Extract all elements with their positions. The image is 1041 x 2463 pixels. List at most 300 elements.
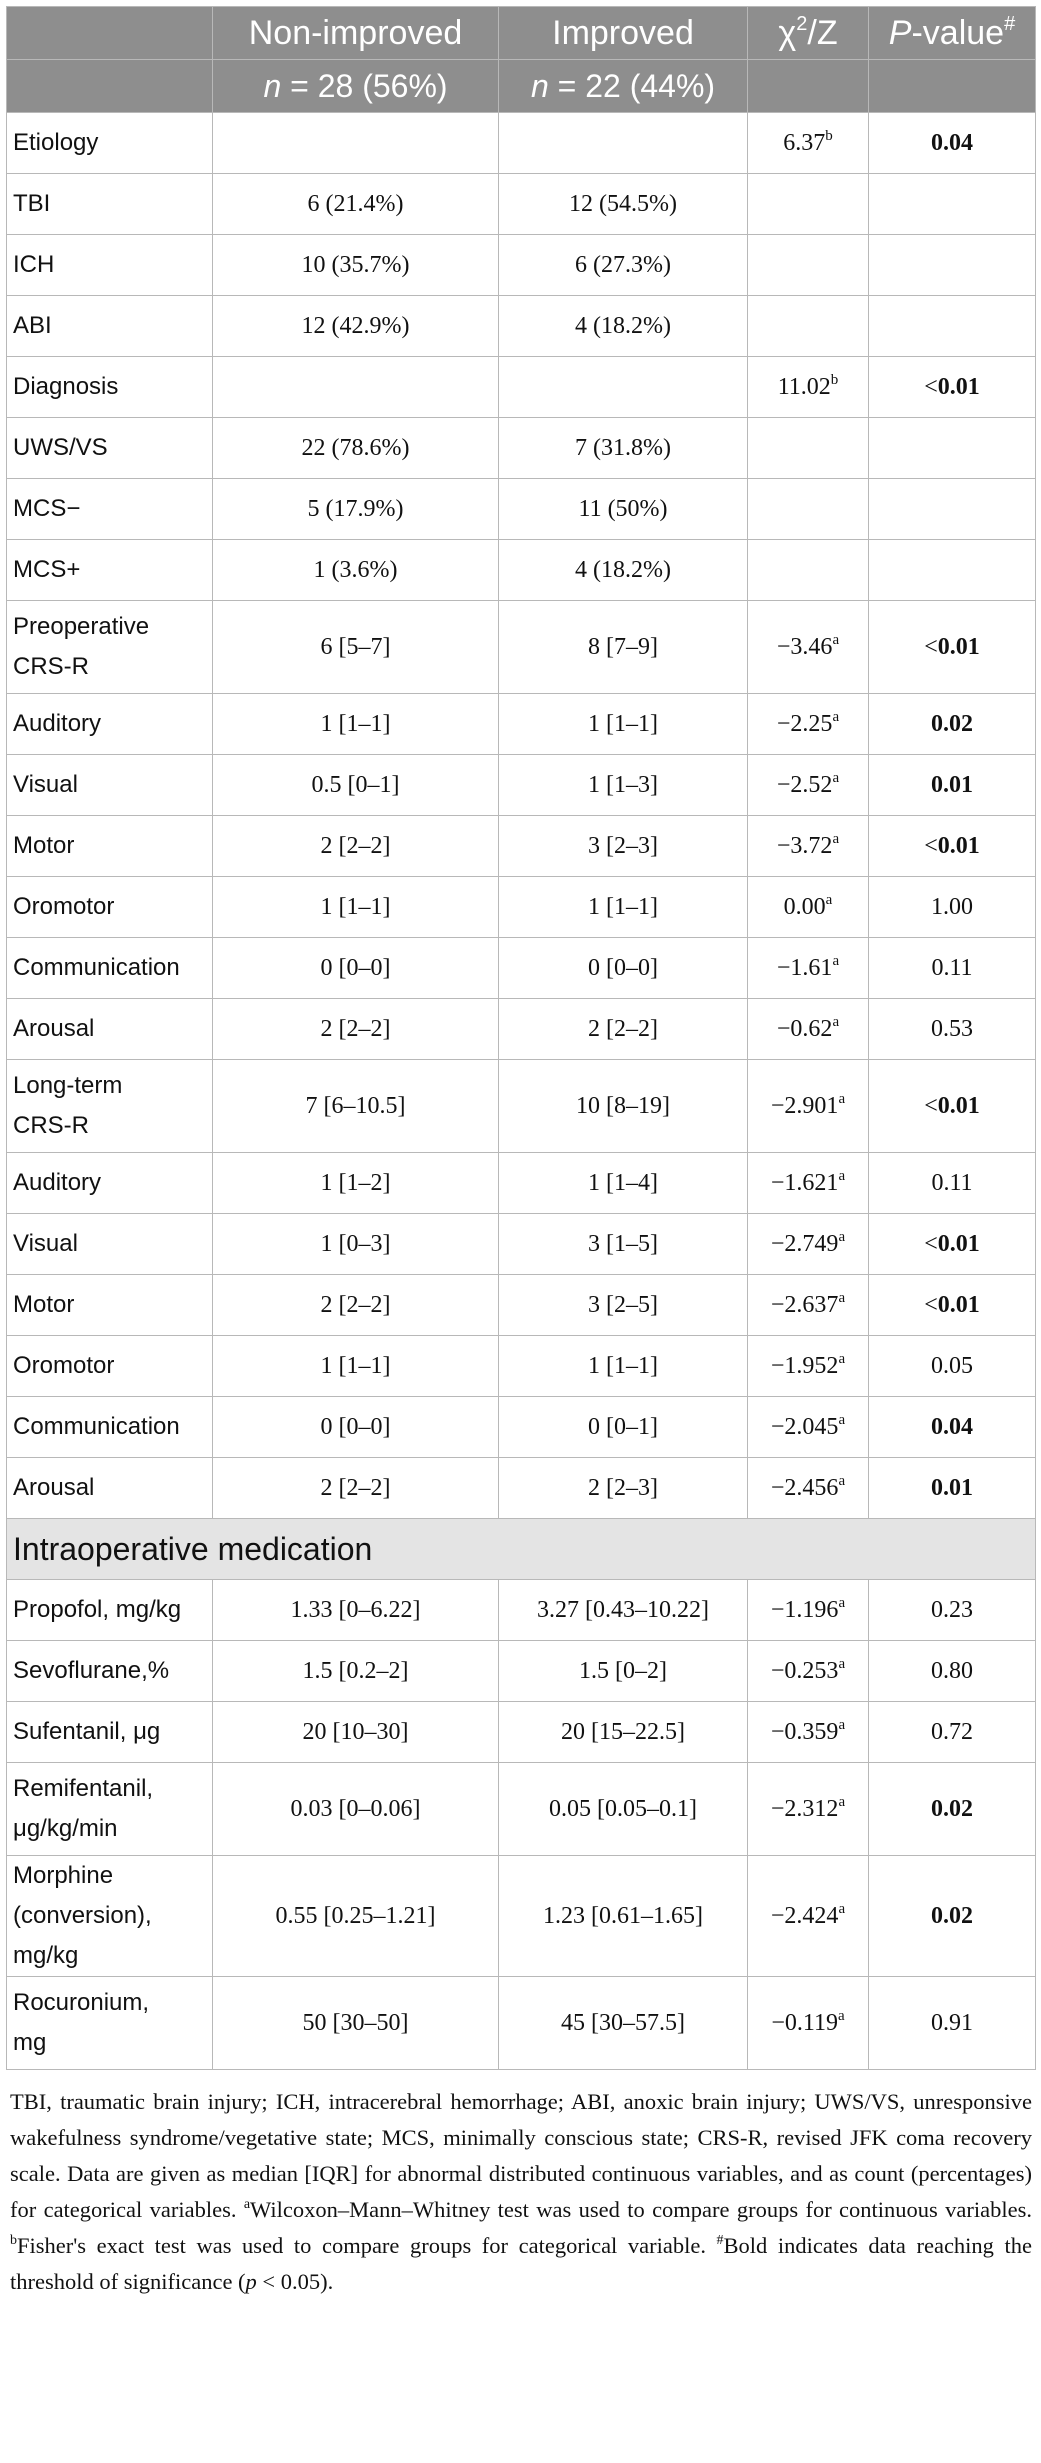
statistic-test-marker: a [838, 1411, 846, 1428]
statistic-test-marker: a [838, 1793, 846, 1810]
row-label-line: CRS-R [13, 1112, 89, 1139]
header-p-sup: # [1004, 12, 1016, 35]
statistic-number: −0.62 [776, 1015, 833, 1042]
nonimproved-value: 1.33 [0–6.22] [213, 1580, 499, 1641]
row-label-line: Diagnosis [13, 373, 119, 400]
row-label-line: Arousal [13, 1474, 95, 1501]
statistic-value [748, 1856, 869, 1977]
improved-value: 1 [1–1] [499, 694, 748, 755]
statistic-number: −1.952 [770, 1352, 839, 1379]
row-label-line: Oromotor [13, 1352, 115, 1379]
statistic-value [748, 296, 869, 357]
nonimproved-value: 1 [1–1] [213, 694, 499, 755]
nonimproved-value: 0.03 [0–0.06] [213, 1763, 499, 1856]
statistic-value [748, 1153, 869, 1214]
improved-value: 1 [1–1] [499, 1336, 748, 1397]
p-less-than: < [924, 1291, 938, 1318]
statistic-number: 0.00 [783, 893, 826, 920]
p-number: 0.72 [931, 1718, 973, 1745]
row-label-line: Morphine [13, 1862, 114, 1889]
statistic-test-marker: a [838, 1655, 846, 1672]
row-label-line: mg/kg [13, 1942, 79, 1969]
nonimproved-value: 1 [1–2] [213, 1153, 499, 1214]
row-label-line: UWS/VS [13, 434, 108, 461]
improved-value: 11 (50%) [499, 479, 748, 540]
p-value [869, 1580, 1036, 1641]
statistic-value [748, 113, 869, 174]
header-row [7, 7, 1036, 60]
row-label [7, 1275, 213, 1336]
row-label-line: (conversion), [13, 1902, 152, 1929]
n-value: = 22 (44%) [548, 67, 716, 104]
improved-value: 2 [2–3] [499, 1458, 748, 1519]
nonimproved-value: 0 [0–0] [213, 938, 499, 999]
p-value [869, 1702, 1036, 1763]
p-number: 0.01 [937, 1230, 980, 1257]
statistic-test-marker: a [837, 2007, 845, 2024]
statistic-value [748, 1060, 869, 1153]
p-value [869, 755, 1036, 816]
improved-value: 3 [2–3] [499, 816, 748, 877]
table-row [7, 877, 1036, 938]
statistic-test-marker: b [830, 371, 839, 388]
p-number: 0.01 [937, 1291, 980, 1318]
statistic-number: −3.72 [776, 832, 833, 859]
p-number: 0.01 [931, 771, 973, 798]
nonimproved-value: 7 [6–10.5] [213, 1060, 499, 1153]
header-p-letter: P [888, 13, 912, 52]
header-improved: Improved [499, 7, 748, 60]
p-less-than: < [924, 1230, 938, 1257]
header-pvalue [869, 7, 1036, 60]
statistic-value [748, 1458, 869, 1519]
table-row [7, 1856, 1036, 1977]
improved-value: 1.23 [0.61–1.65] [499, 1856, 748, 1977]
row-label-line: Propofol, mg/kg [13, 1596, 182, 1623]
statistic-value [748, 1641, 869, 1702]
statistic-test-marker: a [838, 1472, 846, 1489]
row-label [7, 999, 213, 1060]
statistic-value [748, 938, 869, 999]
footnote-sup: # [716, 2233, 724, 2248]
improved-value: 0.05 [0.05–0.1] [499, 1763, 748, 1856]
row-label [7, 1977, 213, 2070]
header-p-suffix: -value [911, 13, 1005, 52]
row-label-line: Arousal [13, 1015, 95, 1042]
header-stat-suffix: /Z [807, 13, 838, 52]
footnote-text: TBI, traumatic brain injury; ICH, intracerebral hemorrhage; ABI, anoxic brain injury; UWS/VS, unresponsive wakefulness syndrome/vegetative state; MCS, minimally conscious state; CRS-R, revised JFK coma recovery scale. Data are given as median [IQR] for abnormal distributed continuous variables, and as count (percentages) for categorical variables. [10, 2089, 1032, 2222]
statistic-number: −2.045 [770, 1413, 839, 1440]
table-row [7, 999, 1036, 1060]
row-label [7, 235, 213, 296]
statistic-number: −2.25 [776, 710, 833, 737]
improved-value [499, 113, 748, 174]
row-label-line: TBI [13, 190, 51, 217]
p-less-than: < [924, 373, 938, 400]
p-number: 1.00 [931, 893, 973, 920]
p-number: 0.05 [931, 1352, 973, 1379]
table-row [7, 1214, 1036, 1275]
row-label-line: CRS-R [13, 653, 89, 680]
statistic-value [748, 418, 869, 479]
nonimproved-value: 2 [2–2] [213, 1458, 499, 1519]
nonimproved-value: 1 [0–3] [213, 1214, 499, 1275]
statistic-test-marker: a [838, 1167, 846, 1184]
row-label-line: Motor [13, 1291, 75, 1318]
p-number: 0.02 [931, 1902, 973, 1929]
row-label [7, 1336, 213, 1397]
table-header [7, 7, 1036, 113]
statistic-value [748, 540, 869, 601]
row-label-line: Communication [13, 954, 180, 981]
p-less-than: < [924, 832, 938, 859]
row-label [7, 479, 213, 540]
header-nonimproved: Non-improved [213, 7, 499, 60]
statistic-value [748, 235, 869, 296]
statistic-number: −2.749 [770, 1230, 839, 1257]
p-number: 0.80 [931, 1657, 973, 1684]
n-value: = 28 (56%) [281, 67, 448, 104]
improved-value: 10 [8–19] [499, 1060, 748, 1153]
footnote-sup: a [243, 2197, 251, 2212]
nonimproved-value: 1 [1–1] [213, 877, 499, 938]
nonimproved-value: 5 (17.9%) [213, 479, 499, 540]
p-value [869, 418, 1036, 479]
table-row [7, 1641, 1036, 1702]
row-label [7, 296, 213, 357]
nonimproved-value: 6 (21.4%) [213, 174, 499, 235]
table-row [7, 1275, 1036, 1336]
row-label-line: Communication [13, 1413, 180, 1440]
table-row [7, 938, 1036, 999]
footnote-p: p [245, 2269, 257, 2294]
statistic-test-marker: a [838, 1289, 846, 1306]
p-number: 0.04 [931, 1413, 973, 1440]
header-stat-sup: 2 [796, 12, 808, 35]
improved-value: 3 [1–5] [499, 1214, 748, 1275]
p-less-than: < [924, 633, 938, 660]
statistic-value [748, 357, 869, 418]
nonimproved-value: 2 [2–2] [213, 816, 499, 877]
row-label-line: MCS− [13, 495, 81, 522]
statistic-value [748, 1702, 869, 1763]
statistic-value [748, 479, 869, 540]
statistic-value [748, 1275, 869, 1336]
improved-value: 3.27 [0.43–10.22] [499, 1580, 748, 1641]
nonimproved-value: 20 [10–30] [213, 1702, 499, 1763]
table-row [7, 1977, 1036, 2070]
improved-value: 6 (27.3%) [499, 235, 748, 296]
improved-value: 2 [2–2] [499, 999, 748, 1060]
p-value [869, 1856, 1036, 1977]
p-number: 0.02 [931, 710, 973, 737]
row-label [7, 1856, 213, 1977]
header-statistic [748, 7, 869, 60]
statistic-number: −2.637 [770, 1291, 839, 1318]
table-row [7, 113, 1036, 174]
row-label [7, 938, 213, 999]
row-label [7, 601, 213, 694]
row-label-line: Rocuronium, [13, 1989, 150, 2016]
improved-value [499, 357, 748, 418]
row-label-line: Etiology [13, 129, 99, 156]
table-row [7, 1763, 1036, 1856]
results-table [6, 6, 1036, 2070]
p-number: 0.01 [931, 1474, 973, 1501]
table-row [7, 357, 1036, 418]
header-n-improved [499, 60, 748, 113]
statistic-test-marker: a [838, 1090, 846, 1107]
n-symbol: n [263, 67, 282, 104]
nonimproved-value [213, 113, 499, 174]
statistic-test-marker: a [838, 1594, 846, 1611]
footnote-text: Bold indicates data reaching the threshold of significance ( [10, 2233, 1032, 2294]
statistic-test-marker: a [838, 1350, 846, 1367]
p-less-than: < [924, 1092, 938, 1119]
p-value [869, 1336, 1036, 1397]
row-label [7, 1397, 213, 1458]
statistic-test-marker: a [832, 769, 840, 786]
statistic-test-marker: a [832, 830, 840, 847]
statistic-test-marker: a [838, 1716, 846, 1733]
table-body [7, 113, 1036, 2070]
table-row [7, 540, 1036, 601]
statistic-value [748, 1763, 869, 1856]
row-label-line: Oromotor [13, 893, 115, 920]
p-value [869, 1275, 1036, 1336]
statistic-test-marker: a [838, 1228, 846, 1245]
p-value [869, 877, 1036, 938]
footnote-text: Wilcoxon–Mann–Whitney test was used to compare groups for continuous variables. [250, 2197, 1032, 2222]
p-value [869, 999, 1036, 1060]
improved-value: 0 [0–1] [499, 1397, 748, 1458]
improved-value: 45 [30–57.5] [499, 1977, 748, 2070]
p-number: 0.11 [931, 1169, 973, 1196]
row-label-line: Auditory [13, 1169, 102, 1196]
statistic-test-marker: a [832, 952, 840, 969]
statistic-value [748, 1336, 869, 1397]
row-label-line: Motor [13, 832, 75, 859]
table-row [7, 235, 1036, 296]
p-value [869, 816, 1036, 877]
table-row [7, 296, 1036, 357]
table-row [7, 755, 1036, 816]
statistic-value [748, 755, 869, 816]
p-number: 0.04 [931, 129, 973, 156]
statistic-test-marker: b [825, 127, 833, 144]
row-label-line: Visual [13, 1230, 78, 1257]
table-row [7, 479, 1036, 540]
table-row [7, 816, 1036, 877]
table-row [7, 1580, 1036, 1641]
row-label [7, 1763, 213, 1856]
nonimproved-value: 1 (3.6%) [213, 540, 499, 601]
table-row [7, 1060, 1036, 1153]
improved-value: 1 [1–3] [499, 755, 748, 816]
improved-value: 7 (31.8%) [499, 418, 748, 479]
p-value [869, 1763, 1036, 1856]
header-n-blank [748, 60, 869, 113]
header-n-nonimproved [213, 60, 499, 113]
statistic-test-marker: a [832, 631, 840, 648]
p-value [869, 1214, 1036, 1275]
improved-value: 8 [7–9] [499, 601, 748, 694]
p-number: 0.11 [931, 954, 973, 981]
statistic-value [748, 601, 869, 694]
p-value [869, 296, 1036, 357]
row-label [7, 174, 213, 235]
row-label-line: MCS+ [13, 556, 81, 583]
table-row [7, 1458, 1036, 1519]
p-value [869, 1397, 1036, 1458]
row-label [7, 1580, 213, 1641]
row-label [7, 1702, 213, 1763]
nonimproved-value: 12 (42.9%) [213, 296, 499, 357]
p-value [869, 694, 1036, 755]
statistic-value [748, 816, 869, 877]
statistic-test-marker: a [832, 1013, 840, 1030]
improved-value: 4 (18.2%) [499, 296, 748, 357]
improved-value: 0 [0–0] [499, 938, 748, 999]
statistic-value [748, 999, 869, 1060]
row-label-line: Remifentanil, [13, 1775, 154, 1802]
p-number: 0.01 [937, 832, 980, 859]
statistic-value [748, 877, 869, 938]
statistic-test-marker: a [832, 708, 840, 725]
row-label [7, 418, 213, 479]
n-symbol: n [530, 67, 549, 104]
statistic-value [748, 1977, 869, 2070]
p-value [869, 601, 1036, 694]
row-label [7, 1214, 213, 1275]
row-label-line: Preoperative [13, 613, 150, 640]
row-label [7, 816, 213, 877]
p-number: 0.02 [931, 1795, 973, 1822]
row-label [7, 1641, 213, 1702]
nonimproved-value: 10 (35.7%) [213, 235, 499, 296]
statistic-value [748, 1580, 869, 1641]
row-label [7, 113, 213, 174]
row-label [7, 694, 213, 755]
row-label [7, 357, 213, 418]
improved-value: 4 (18.2%) [499, 540, 748, 601]
improved-value: 12 (54.5%) [499, 174, 748, 235]
table-row [7, 1153, 1036, 1214]
footnote-sup: b [10, 2233, 17, 2248]
improved-value: 1 [1–1] [499, 877, 748, 938]
nonimproved-value: 50 [30–50] [213, 1977, 499, 2070]
p-number: 0.01 [937, 1092, 980, 1119]
row-label-line: Long-term [13, 1072, 123, 1099]
statistic-number: −0.253 [770, 1657, 839, 1684]
table-row [7, 174, 1036, 235]
footnote-text: Fisher's exact test was used to compare groups for categorical variable. [17, 2233, 717, 2258]
p-number: 0.53 [931, 1015, 973, 1042]
p-value [869, 1060, 1036, 1153]
header-label-cell [7, 7, 213, 60]
p-value [869, 1977, 1036, 2070]
statistic-number: 6.37 [783, 129, 826, 156]
statistic-number: −0.119 [771, 2009, 838, 2036]
p-value [869, 113, 1036, 174]
row-label [7, 540, 213, 601]
header-n-blank [869, 60, 1036, 113]
nonimproved-value [213, 357, 499, 418]
nonimproved-value: 0.5 [0–1] [213, 755, 499, 816]
table-row [7, 1397, 1036, 1458]
p-number: 0.01 [937, 373, 980, 400]
statistic-number: −1.196 [770, 1596, 839, 1623]
improved-value: 1.5 [0–2] [499, 1641, 748, 1702]
p-number: 0.23 [931, 1596, 973, 1623]
statistic-value [748, 694, 869, 755]
p-value [869, 235, 1036, 296]
nonimproved-value: 6 [5–7] [213, 601, 499, 694]
footnote-text: < 0.05). [256, 2269, 334, 2294]
row-label-line: ICH [13, 251, 55, 278]
table-row [7, 694, 1036, 755]
p-number: 0.01 [937, 633, 980, 660]
statistic-value [748, 174, 869, 235]
statistic-number: 11.02 [777, 373, 831, 400]
p-value [869, 938, 1036, 999]
nonimproved-value: 22 (78.6%) [213, 418, 499, 479]
row-label-line: ABI [13, 312, 52, 339]
row-label [7, 1060, 213, 1153]
row-label-line: Sevoflurane,% [13, 1657, 170, 1684]
p-value [869, 540, 1036, 601]
statistic-number: −2.312 [770, 1795, 839, 1822]
table-container [6, 6, 1035, 2300]
nonimproved-value: 0.55 [0.25–1.21] [213, 1856, 499, 1977]
statistic-value [748, 1214, 869, 1275]
p-value [869, 479, 1036, 540]
row-label-line: Auditory [13, 710, 102, 737]
table-row [7, 1702, 1036, 1763]
row-label-line: Sufentanil, μg [13, 1718, 161, 1745]
nonimproved-value: 2 [2–2] [213, 999, 499, 1060]
nonimproved-value: 2 [2–2] [213, 1275, 499, 1336]
section-row [7, 1519, 1036, 1580]
statistic-number: −2.424 [770, 1902, 839, 1929]
p-value [869, 1641, 1036, 1702]
row-label-line: μg/kg/min [13, 1815, 118, 1842]
statistic-number: −1.621 [770, 1169, 839, 1196]
table-footnote [6, 2070, 1032, 2300]
p-value [869, 174, 1036, 235]
table-row [7, 601, 1036, 694]
header-stat-chi: χ [778, 13, 797, 52]
p-value [869, 1153, 1036, 1214]
statistic-test-marker: a [825, 891, 833, 908]
p-value [869, 1458, 1036, 1519]
header-n-row [7, 60, 1036, 113]
statistic-number: −0.359 [770, 1718, 839, 1745]
statistic-test-marker: a [838, 1900, 846, 1917]
improved-value: 20 [15–22.5] [499, 1702, 748, 1763]
row-label [7, 755, 213, 816]
improved-value: 3 [2–5] [499, 1275, 748, 1336]
nonimproved-value: 1 [1–1] [213, 1336, 499, 1397]
section-title: Intraoperative medication [7, 1519, 1036, 1580]
nonimproved-value: 1.5 [0.2–2] [213, 1641, 499, 1702]
table-row [7, 1336, 1036, 1397]
header-n-blank [7, 60, 213, 113]
p-number: 0.91 [931, 2009, 973, 2036]
row-label [7, 877, 213, 938]
nonimproved-value: 0 [0–0] [213, 1397, 499, 1458]
table-row [7, 418, 1036, 479]
